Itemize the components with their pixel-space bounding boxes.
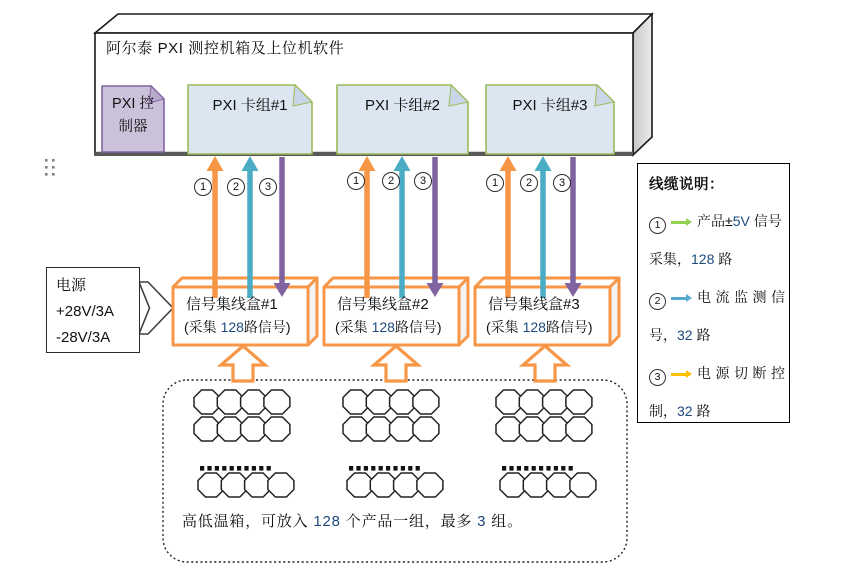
number-text: 128 — [522, 319, 546, 335]
legend-arrow-shaft — [671, 373, 686, 376]
ellipsis-dot — [349, 466, 353, 471]
handle-dot — [52, 166, 55, 169]
pxi-card-group-label-1: PXI 卡组#1 — [212, 97, 288, 114]
product-octagon — [264, 417, 290, 441]
cable-number-badge-3-group2: 3 — [414, 172, 432, 190]
product-octagon — [343, 390, 369, 414]
ellipsis-dot — [371, 466, 375, 471]
legend-number-badge-2: 2 — [649, 293, 666, 310]
cable-number-badge-2-group3: 2 — [520, 174, 538, 192]
product-octagon — [543, 390, 569, 414]
ellipsis-dot — [546, 466, 550, 471]
ellipsis-dot — [222, 466, 226, 471]
text-segment: 路 — [692, 327, 711, 343]
product-octagon — [390, 417, 416, 441]
legend-arrow-icon-3 — [671, 365, 692, 381]
text-segment: 电流监测信 — [697, 289, 790, 305]
ellipsis-dot — [539, 466, 543, 471]
signal-hub-name-1: 信号集线盒#1 — [186, 296, 278, 313]
ellipsis-dot — [215, 466, 219, 471]
handle-dot — [45, 159, 48, 162]
product-octagon — [570, 473, 596, 497]
legend-arrow-head — [686, 218, 692, 226]
text-segment: 路 — [714, 251, 733, 267]
product-octagon — [519, 417, 545, 441]
product-octagon — [245, 473, 271, 497]
chamber-to-hub-arrow-1 — [221, 346, 265, 381]
cable-legend-title: 线缆说明： — [649, 177, 724, 193]
chassis-title: 阿尔泰 PXI 测控机箱及上位机软件 — [106, 40, 345, 57]
cable-number-badge-1-group1: 1 — [194, 178, 212, 196]
cable-number-badge-1-group3: 1 — [486, 174, 504, 192]
product-octagon — [566, 390, 592, 414]
ellipsis-dot — [408, 466, 412, 471]
ellipsis-dot — [237, 466, 241, 471]
legend-item-3-line2 — [649, 401, 778, 422]
chassis-top-face — [95, 14, 652, 33]
legend-arrow-icon-2 — [671, 289, 692, 305]
product-octagon — [370, 473, 396, 497]
pxi-controller-label-line1: PXI 控 — [112, 96, 154, 112]
legend-item-2-line2 — [649, 325, 778, 346]
ellipsis-dot — [259, 466, 263, 471]
cable2-arrow-group3-head — [535, 156, 552, 171]
number-text: 3 — [477, 513, 487, 530]
text-segment: 信号 — [749, 213, 782, 229]
product-octagon — [390, 390, 416, 414]
number-text: 128 — [313, 513, 341, 530]
ellipsis-dot — [207, 466, 211, 471]
ellipsis-dot — [561, 466, 565, 471]
ellipsis-dot — [532, 466, 536, 471]
ellipsis-dot — [554, 466, 558, 471]
pxi-card-group-label-3: PXI 卡组#3 — [512, 97, 588, 114]
legend-arrow-head — [686, 370, 692, 378]
ellipsis-dot — [379, 466, 383, 471]
cable-number-badge-2-group2: 2 — [382, 172, 400, 190]
signal-hub-detail-2 — [335, 317, 442, 337]
product-octagon — [241, 417, 267, 441]
legend-item-1-line2 — [649, 249, 778, 270]
product-octagon — [198, 473, 224, 497]
product-octagon — [221, 473, 247, 497]
handle-dot — [45, 166, 48, 169]
ellipsis-dot — [386, 466, 390, 471]
product-octagon — [394, 473, 420, 497]
power-supply-line-3: -28V/3A — [56, 329, 111, 346]
cable2-arrow-group1-head — [242, 156, 259, 171]
ellipsis-dot — [393, 466, 397, 471]
pxi-controller-label — [102, 93, 164, 139]
cable1-arrow-group1-head — [207, 156, 224, 171]
pxi-controller-label-line2: 制器 — [118, 119, 148, 135]
product-octagon — [343, 417, 369, 441]
legend-arrow-icon-1 — [671, 213, 692, 229]
cable-number-badge-1-group2: 1 — [347, 172, 365, 190]
cable2-arrow-group2-head — [394, 156, 411, 171]
legend-item-3-line1 — [649, 363, 790, 384]
text-segment: 号， — [649, 327, 677, 343]
text-segment: 采集， — [649, 251, 691, 267]
number-text: 128 — [691, 251, 715, 267]
legend-item-2-line1 — [649, 287, 790, 308]
text-segment: 制， — [649, 403, 677, 419]
cable-legend — [637, 163, 790, 423]
ellipsis-dot — [230, 466, 234, 471]
text-segment: 路信号) — [394, 319, 442, 335]
ellipsis-dot — [517, 466, 521, 471]
number-text: 32 — [677, 403, 693, 419]
text-segment: (采集 — [184, 319, 221, 335]
power-supply-line-2: +28V/3A — [56, 303, 114, 320]
ellipsis-dot — [252, 466, 256, 471]
product-octagon — [413, 390, 439, 414]
product-octagon — [500, 473, 526, 497]
ellipsis-dot — [509, 466, 513, 471]
signal-hub-detail-3 — [486, 317, 593, 337]
product-octagon — [241, 390, 267, 414]
number-text: 128 — [220, 319, 244, 335]
product-octagon — [194, 417, 220, 441]
text-segment: 路 — [692, 403, 711, 419]
power-supply-line-1: 电源 — [56, 277, 87, 294]
legend-number-badge-1: 1 — [649, 217, 666, 234]
ellipsis-dot — [524, 466, 528, 471]
text-segment: 产品± — [697, 213, 733, 229]
cable1-arrow-group3-head — [500, 156, 517, 171]
power-to-hub-arrow — [139, 282, 173, 334]
legend-arrow-shaft — [671, 297, 686, 300]
product-octagon — [547, 473, 573, 497]
signal-hub-name-2: 信号集线盒#2 — [337, 296, 429, 313]
legend-arrow-shaft — [671, 221, 686, 224]
signal-hub-detail-1 — [184, 317, 291, 337]
text-segment: 高低温箱，可放入 — [182, 513, 314, 530]
ellipsis-dot — [200, 466, 204, 471]
number-text: 32 — [677, 327, 693, 343]
ellipsis-dot — [401, 466, 405, 471]
ellipsis-dot — [267, 466, 271, 471]
chamber-caption — [182, 510, 523, 531]
cable-number-badge-3-group3: 3 — [553, 174, 571, 192]
ellipsis-dot — [502, 466, 506, 471]
signal-hub-name-3: 信号集线盒#3 — [488, 296, 580, 313]
product-octagon — [264, 390, 290, 414]
text-segment: 个产品一组，最多 — [340, 513, 478, 530]
product-octagon — [496, 390, 522, 414]
product-octagon — [217, 390, 243, 414]
drag-handle-icon — [45, 159, 55, 176]
text-segment: 电源切断控 — [697, 365, 790, 381]
product-octagon — [366, 390, 392, 414]
cable1-arrow-group2-head — [359, 156, 376, 171]
product-octagon — [268, 473, 294, 497]
product-octagon — [543, 417, 569, 441]
product-octagon — [566, 417, 592, 441]
product-octagon — [194, 390, 220, 414]
product-octagon — [496, 417, 522, 441]
handle-dot — [52, 173, 55, 176]
ellipsis-dot — [244, 466, 248, 471]
product-octagon — [347, 473, 373, 497]
ellipsis-dot — [569, 466, 573, 471]
legend-arrow-head — [686, 294, 692, 302]
text-segment: 路信号) — [243, 319, 291, 335]
product-octagon — [523, 473, 549, 497]
text-segment: 组。 — [486, 513, 523, 530]
cable-number-badge-2-group1: 2 — [227, 178, 245, 196]
number-text: 128 — [371, 319, 395, 335]
product-octagon — [519, 390, 545, 414]
product-octagon — [217, 417, 243, 441]
handle-dot — [52, 159, 55, 162]
text-segment: (采集 — [335, 319, 372, 335]
legend-number-badge-3: 3 — [649, 369, 666, 386]
text-segment: (采集 — [486, 319, 523, 335]
pxi-card-group-label-2: PXI 卡组#2 — [364, 97, 441, 114]
product-octagon — [413, 417, 439, 441]
chassis-side-face — [633, 14, 652, 155]
cable3-arrow-group1 — [274, 157, 291, 297]
text-segment: 路信号) — [545, 319, 593, 335]
power-supply-box — [46, 267, 140, 353]
number-text: 5V — [732, 213, 750, 229]
chamber-to-hub-arrow-3 — [523, 346, 567, 381]
cable-number-badge-3-group1: 3 — [259, 178, 277, 196]
chamber-to-hub-arrow-2 — [374, 346, 418, 381]
product-octagon — [417, 473, 443, 497]
product-octagon — [366, 417, 392, 441]
handle-dot — [45, 173, 48, 176]
ellipsis-dot — [416, 466, 420, 471]
ellipsis-dot — [356, 466, 360, 471]
ellipsis-dot — [364, 466, 368, 471]
legend-item-1-line1 — [649, 211, 782, 232]
